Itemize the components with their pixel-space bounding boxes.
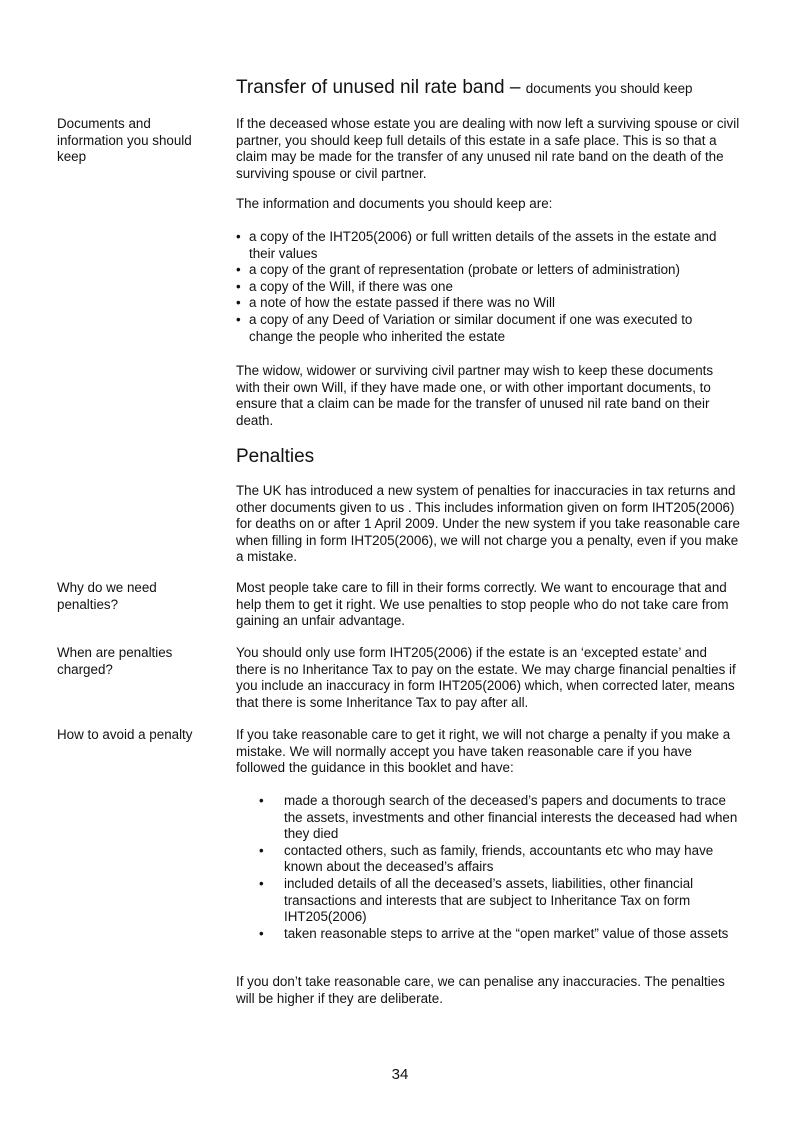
list-item: • a copy of the grant of representation (probate or letters of administration) [236,262,740,279]
documents-bullet-list [236,229,740,345]
reasonable-care-bullet-list [236,793,740,942]
heading-subtitle: documents you should keep [525,81,693,96]
heading-title: Transfer of unused nil rate band – [236,77,526,98]
paragraph-when-charged: You should only use form IHT205(2006) if the estate is an ‘excepted estate’ and there is no Inheritance Tax to pay on the estate. We may charge financial penalties if you include an inaccuracy in form IHT205(2006) which, when corrected later, means that there is some Inheritance Tax to pay after all. [236,645,736,710]
paragraph-avoid-penalty: If you take reasonable care to get it right, we will not charge a penalty if you make a mistake. We will normally accept you have taken reasonable care if you have followed the guidance in this booklet and have: [236,727,731,776]
paragraph-documents-list-intro: The information and documents you should keep are: [236,196,553,211]
side-label-why-penalties: Why do we need penalties? [57,580,157,612]
list-item: • taken reasonable steps to arrive at the “open market” value of those assets [236,926,740,943]
paragraph-why-penalties: Most people take care to fill in their forms correctly. We want to encourage that and help them to get it right. We use penalties to stop people who do not take care from gaining an unfair advantage. [236,580,729,629]
page-number: 34 [391,1066,409,1083]
side-label-documents: Documents and information you should keep [57,116,192,165]
paragraph-transfer-intro: If the deceased whose estate you are dealing with now left a surviving spouse or civil partner, you should keep full details of this estate in a safe place. This is so that a claim may be made for the transfer of any unused nil rate band on the death of the surviving spouse or civil partner. [236,116,740,181]
list-item: • a copy of the IHT205(2006) or full written details of the assets in the estate and their values [236,229,740,262]
side-label-avoid-penalty: How to avoid a penalty [57,727,193,742]
list-item: • a note of how the estate passed if there was no Will [236,295,740,312]
side-label-when-charged: When are penalties charged? [57,645,173,677]
section-heading-transfer [236,77,693,100]
section-heading-penalties: Penalties [236,446,315,467]
list-item: • a copy of the Will, if there was one [236,279,740,296]
list-item: • made a thorough search of the deceased’s papers and documents to trace the assets, investments and other financial interests the deceased had when they died [236,793,740,843]
paragraph-closing: If you don’t take reasonable care, we can penalise any inaccuracies. The penalties will be higher if they are deliberate. [236,974,725,1006]
list-item: • a copy of any Deed of Variation or similar document if one was executed to change the people who inherited the estate [236,312,740,345]
list-item: • included details of all the deceased’s assets, liabilities, other financial transactions and interests that are subject to Inheritance Tax on form IHT205(2006) [236,876,740,926]
paragraph-keep-with-will: The widow, widower or surviving civil partner may wish to keep these documents with their own Will, if they have made one, or with other important documents, to ensure that a claim can be made for the transfer of unused nil rate band on their death. [236,363,714,428]
paragraph-penalties-intro: The UK has introduced a new system of penalties for inaccuracies in tax returns and other documents given to us . This includes information given on form IHT205(2006) for deaths on or after 1 April 2009. Under the new system if you take reasonable care when filling in form IHT205(2006), we will not charge you a penalty, even if you make a mistake. [236,483,740,565]
list-item: • contacted others, such as family, friends, accountants etc who may have known about the deceased’s affairs [236,843,740,876]
